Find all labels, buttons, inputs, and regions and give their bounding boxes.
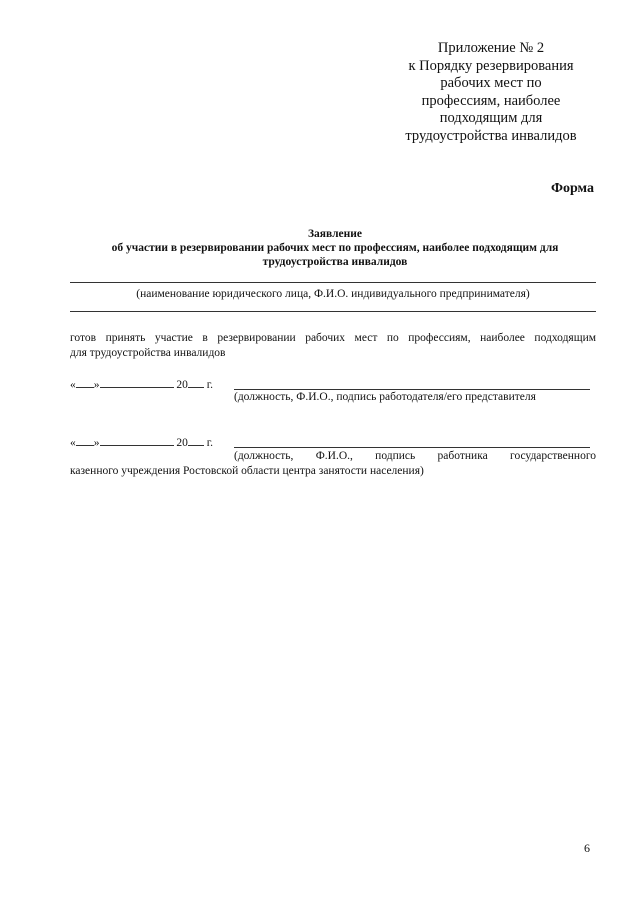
appendix-line: профессиям, наиболее <box>421 92 561 109</box>
appendix-line: подходящим для <box>439 110 543 126</box>
quote-close: » <box>93 379 100 391</box>
signature-caption-2b: казенного учреждения Ростовской области центра занятости населения) <box>70 465 424 477</box>
document-title <box>60 227 610 269</box>
statement-text <box>70 331 596 361</box>
statement-line: для трудоустройства инвалидов <box>70 347 226 359</box>
date-field-2 <box>70 434 213 449</box>
day-blank-1[interactable] <box>76 376 94 388</box>
day-blank-2[interactable] <box>76 434 94 446</box>
title-line: трудоустройства инвалидов <box>262 256 408 268</box>
quote-open: « <box>70 437 76 449</box>
year-prefix: 20 <box>176 437 188 449</box>
year-suffix: г. <box>206 379 214 391</box>
month-blank-1[interactable] <box>100 376 174 388</box>
appendix-line: Приложение № 2 <box>437 40 545 56</box>
statement-line: готов принять участие в резервировании рабочих мест по профессиям, наиболее подходящим <box>70 332 596 344</box>
month-blank-2[interactable] <box>100 434 174 446</box>
entity-name-line-2[interactable] <box>70 311 596 312</box>
page-number: 6 <box>584 841 590 855</box>
year-suffix: г. <box>206 437 214 449</box>
year-blank-2[interactable] <box>188 434 204 446</box>
signature-caption-2a: (должность, Ф.И.О., подпись работника государственного <box>234 450 596 462</box>
entity-name-caption: (наименование юридического лица, Ф.И.О. индивидуального предпринимателя) <box>136 288 530 300</box>
title-line: об участии в резервировании рабочих мест по профессиям, наиболее подходящим для <box>111 242 559 254</box>
appendix-line: рабочих мест по <box>440 75 542 91</box>
title-line: Заявление <box>307 228 362 240</box>
year-blank-1[interactable] <box>188 376 204 388</box>
appendix-line: трудоустройства инвалидов <box>405 127 577 144</box>
quote-close: » <box>93 437 100 449</box>
signature-line-2[interactable] <box>234 447 590 448</box>
form-label: Форма <box>550 181 594 196</box>
date-field-1 <box>70 376 213 391</box>
year-prefix: 20 <box>176 379 188 391</box>
appendix-header <box>384 40 598 145</box>
quote-open: « <box>70 379 76 391</box>
entity-name-line[interactable] <box>70 282 596 283</box>
appendix-line: к Порядку резервирования <box>408 57 574 74</box>
signature-caption-1: (должность, Ф.И.О., подпись работодателя/его представителя <box>234 391 536 403</box>
